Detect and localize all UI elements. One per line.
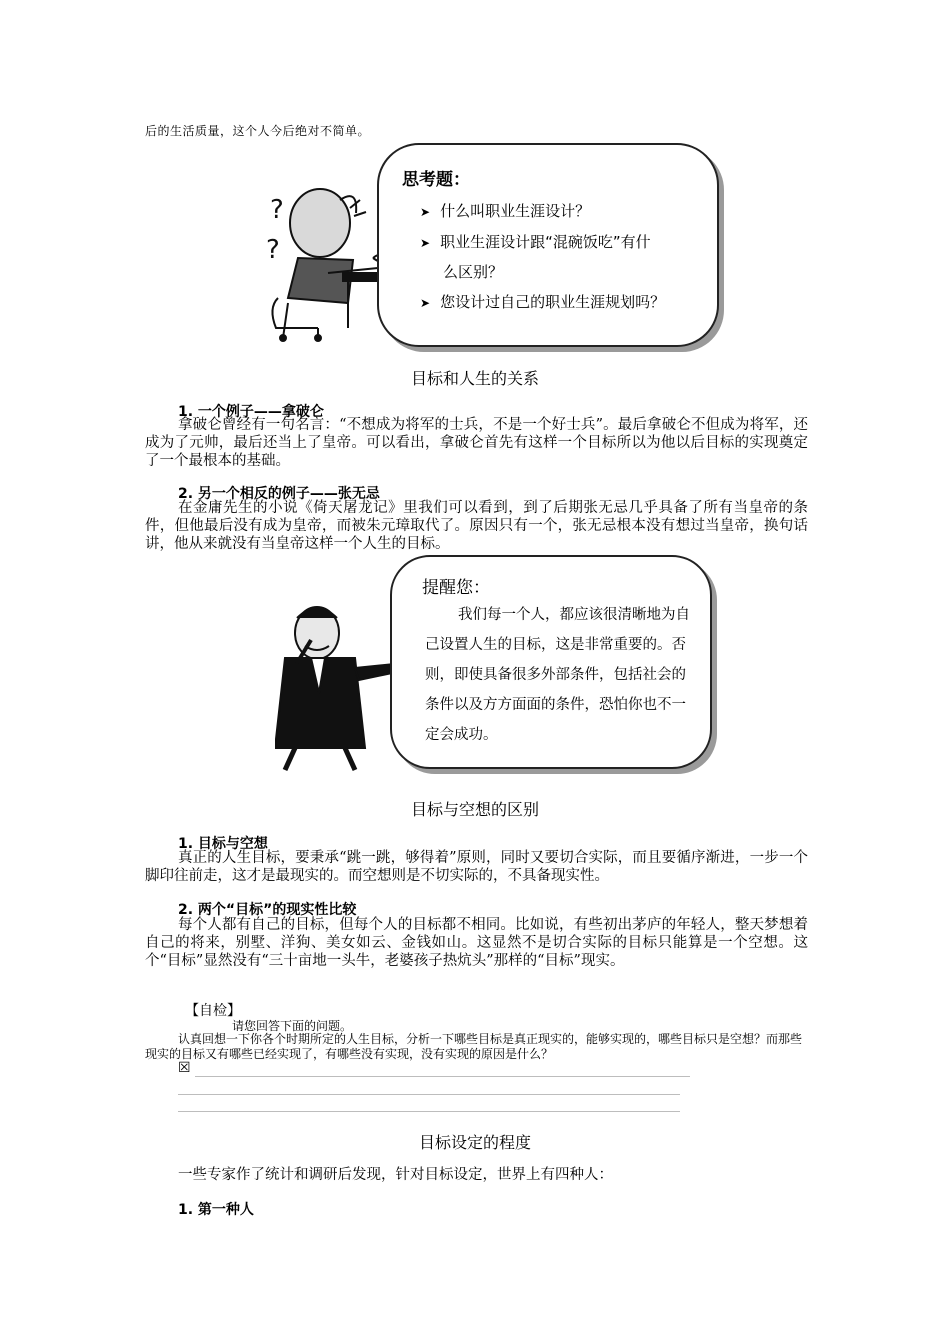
- paragraph: 在金庸先生的小说《倚天屠龙记》里我们可以看到，到了后期张无忌几乎具备了所有当皇帝的条件，但他最后没有成为皇帝，而被朱元璋取代了。原因只有一个，张无忌根本没有想过当皇帝，换句话讲，他从来就没有当皇帝这样一个人生的目标。: [145, 500, 808, 552]
- subheading: 2. 另一个相反的例子——张无忌: [178, 486, 380, 502]
- section-title: 目标和人生的关系: [410, 369, 539, 388]
- answer-line[interactable]: [178, 1094, 680, 1095]
- arrow-icon: ➤: [420, 296, 431, 310]
- lead-text: 后的生活质量，这个人今后绝对不简单。: [145, 124, 371, 138]
- section-title: 目标设定的程度: [418, 1133, 531, 1152]
- subheading: 1. 第一种人: [178, 1202, 254, 1218]
- checkbox-icon[interactable]: ☒: [178, 1060, 191, 1076]
- svg-text:?: ?: [270, 195, 284, 225]
- think-item: ➤ 什么叫职业生涯设计？: [420, 202, 591, 220]
- think-item: ➤ 职业生涯设计跟“混碗饭吃”有什: [420, 233, 651, 251]
- answer-line[interactable]: [195, 1076, 690, 1077]
- paragraph: 真正的人生目标，要秉承“跳一跳，够得着”原则，同时又要切合实际，而且要循序渐进，一步一个脚印往前走，这才是最现实的。而空想则是不切实际的，不具备现实性。: [145, 850, 808, 884]
- think-box-title: 思考题：: [402, 170, 470, 190]
- subheading: 1. 目标与空想: [178, 836, 268, 852]
- self-check-question: 认真回想一下你各个时期所定的人生目标，分析一下哪些目标是真正现实的，能够实现的，哪些目标只是空想？而那些现实的目标又有哪些已经实现了，有哪些没有实现，没有实现的原因是什么？: [145, 1032, 803, 1061]
- answer-line[interactable]: [178, 1111, 680, 1112]
- remind-box-title: 提醒您：: [422, 578, 490, 598]
- arrow-icon: ➤: [420, 236, 431, 250]
- arrow-icon: ➤: [420, 205, 431, 219]
- paragraph: 一些专家作了统计和调研后发现，针对目标设定，世界上有四种人：: [178, 1167, 613, 1183]
- remind-box-body: 我们每一个人，都应该很清晰地为自己设置人生的目标，这是非常重要的。否则，即使具备很多外部条件，包括社会的条件以及方方面面的条件，恐怕你也不一定会成功。: [425, 607, 690, 743]
- section-title: 目标与空想的区别: [410, 800, 539, 819]
- svg-text:?: ?: [266, 235, 280, 265]
- paragraph: 拿破仑曾经有一句名言：“不想成为将军的士兵，不是一个好士兵”。最后拿破仑不但成为将军，还成为了元帅，最后还当上了皇帝。可以看出，拿破仑首先有这样一个目标所以为他以后目标的实现奠定了一个最根本的基础。: [145, 417, 808, 469]
- paragraph: 每个人都有自己的目标，但每个人的目标都不相同。比如说，有些初出茅庐的年轻人，整天梦想着自己的将来，别墅、洋狗、美女如云、金钱如山。这显然不是切合实际的目标只能算是一个空想。这个“目标”显然没有“三十亩地一头牛，老婆孩子热炕头”那样的“目标”现实。: [145, 917, 808, 969]
- subheading: 2. 两个“目标”的现实性比较: [178, 902, 357, 918]
- think-item-continued: 么区别？: [443, 263, 504, 281]
- subheading: 1. 一个例子——拿破仑: [178, 404, 324, 420]
- self-check-label: 【自检】: [185, 1003, 241, 1019]
- think-item: ➤ 您设计过自己的职业生涯规划吗？: [420, 293, 666, 311]
- self-check-prompt: 请您回答下面的问题。: [232, 1019, 353, 1033]
